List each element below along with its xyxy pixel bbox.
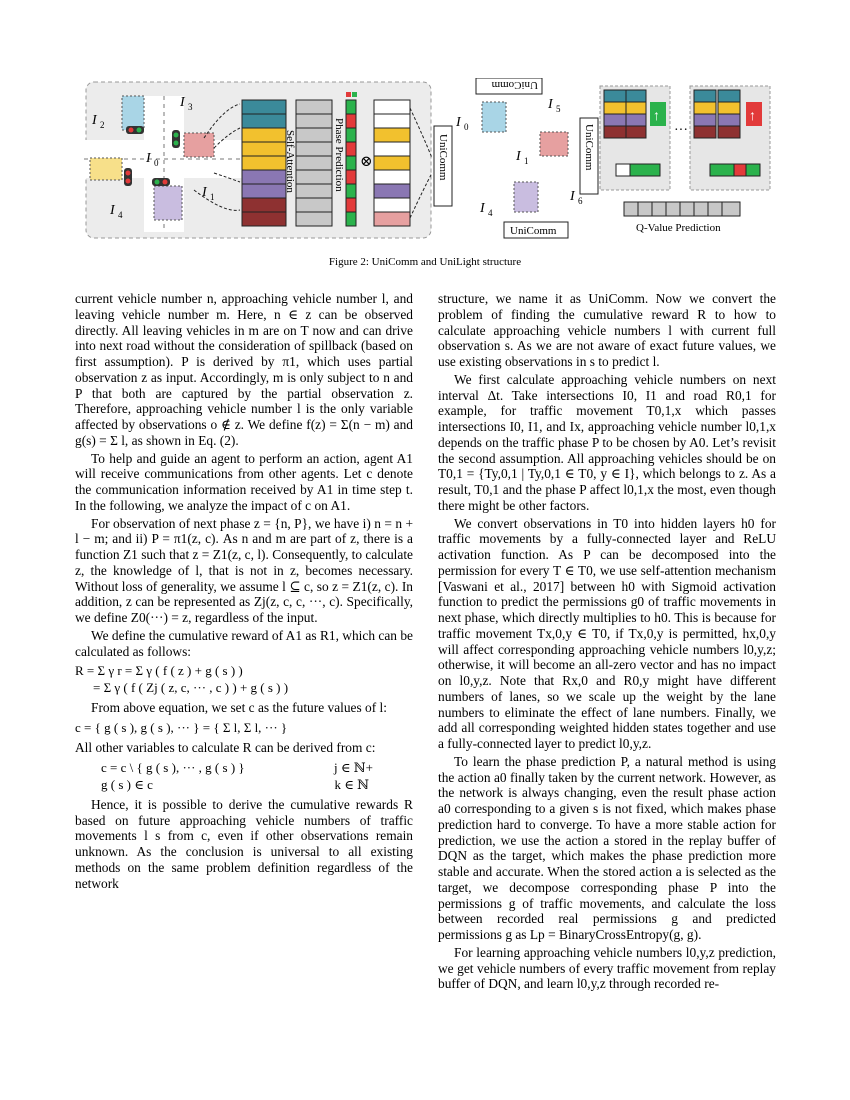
label-i2: I: [92, 113, 97, 128]
equation-derivation: c = c \ { g ( s ), ··· , g ( s ) } j ∈ ℕ+ g ( s ) ∈ c k ∈ ℕ: [101, 759, 373, 792]
lane-lavender: [154, 186, 182, 220]
unicomm-top-label: UniComm: [491, 79, 538, 91]
traffic-light-icon: [124, 168, 132, 186]
unicomm-bottom-label: UniComm: [510, 225, 557, 237]
label-i6: I: [570, 189, 575, 204]
q-value-row: [624, 202, 740, 216]
ellipsis: ···: [674, 123, 688, 138]
phase-prediction-label: Phase Prediction: [333, 118, 345, 192]
up-arrow-green-icon: ↑: [653, 109, 660, 124]
label-i3: I: [180, 95, 185, 110]
paragraph: structure, we name it as UniComm. Now we convert the problem of finding the cumulative reward R to how to calculate approaching vehicle numbers l with current full observation s. As we are not aware of exact future values, we use existing observations in s to predict l.: [438, 291, 776, 369]
svg-text:3: 3: [188, 102, 193, 112]
svg-text:0: 0: [154, 158, 159, 168]
right-column: [438, 291, 776, 994]
traffic-light-icon: [172, 130, 180, 148]
paragraph: We define the cumulative reward of A1 as R1, which can be calculated as follows:: [75, 627, 413, 659]
paragraph: To learn the phase prediction P, a natural method is using the action a0 finally taken by the current network. However, as the network is always changing, even the result phase action a0 corresponding to a given s is not fixed, which makes phase prediction hard to converge. To have a more stable action for prediction, we use the action a stored in the replay buffer of DQN as the target, which makes the phase prediction more stable and accurate. When the stored action a is selected as the target, we decompose corresponding phase P into the permissions g of traffic movements, and calculate the loss between recorded real permissions g and predicted permissions g as Lp = BinaryCrossEntropy(g, g).: [438, 753, 776, 942]
svg-text:1: 1: [210, 192, 215, 202]
unicomm-box2-label: UniComm: [583, 124, 595, 171]
figure-caption: Figure 2: UniComm and UniLight structure: [328, 256, 522, 268]
paragraph: Hence, it is possible to derive the cumulative rewards R based on future approaching vehicle numbers of traffic movements l s from c, even if other observations remain unknown. As the conclusion is universal to all existing methods on the same problem definition regardless of the network: [75, 796, 413, 891]
svg-text:1: 1: [524, 156, 529, 166]
paragraph: From above equation, we set c as the future values of l:: [91, 700, 387, 716]
paragraph: To help and guide an agent to perform an action, agent A1 will receive communications from other agents. Let c denote the communication information received by A1 in time step t. In the following, we analyze the impact of c on A1.: [75, 450, 413, 513]
equation-cumulative-reward: R = Σ γ r = Σ γ ( f ( z ) + g ( s ) ) = Σ γ ( f ( Zj ( z, c, ··· , c ) ) + g ( s ) ): [75, 663, 289, 696]
intersection-map-right: [455, 97, 584, 228]
svg-text:5: 5: [556, 104, 561, 114]
traffic-light-icon: [152, 178, 170, 186]
unicomm-box-label: UniComm: [437, 134, 449, 181]
paragraph: All other variables to calculate R can be derived from c:: [75, 740, 376, 755]
traffic-light-icon: [126, 126, 144, 134]
figure-unicomm-unilight: [84, 78, 774, 248]
paragraph: We first calculate approaching vehicle numbers on next interval Δt. Take intersections I0, I1 and road R0,1 for example, for traffic movement T0,1,x which passes intersections I0, I1, and Ix, approaching vehicle number l0,1,x depends on the traffic phase P to be chosen by A0. Let’s revisit the second assumption. All approaching vehicles should be on T0,1 = {Ty,0,1 | Ty,0,1 ∈ T0, y ∈ I}, which belongs to z. As a result, T0,1 and the phase P affect l0,1,x the most, even though there might be other factors.: [438, 371, 776, 513]
q-value-prediction-label: Q-Value Prediction: [636, 222, 721, 234]
label-i5: I: [548, 97, 553, 112]
svg-text:4: 4: [118, 210, 123, 220]
up-arrow-red-icon: ↑: [749, 109, 756, 124]
paragraph: For learning approaching vehicle numbers l0,y,z prediction, we get vehicle numbers of every traffic movement from replay buffer of DQN, and learn l0,y,z through recorded re-: [438, 944, 776, 992]
lane-teal: [122, 96, 144, 130]
equation-communication: c = { g ( s ), g ( s ), ··· } = { Σ l, Σ l, ··· }: [75, 720, 288, 735]
movement-stack: [242, 100, 286, 226]
lane-pink: [184, 133, 214, 157]
paragraph: For observation of next phase z = {n, P}, we have i) n = n + l − m; and ii) P = π1(z, c). As n and m are part of z, there is a function Z1 such that z = Z1(z, c, l). Consequently, to calculate z, the knowledge of l, that is not in z, becomes necessary. Without loss of generality, we assume l ⊆ c, so z = Z1(z, c). In addition, z can be represented as Zj(z, c, c, ···, c). Specifically, we define Z0(···) = z, regardless of the input.: [75, 515, 413, 625]
svg-text:0: 0: [464, 122, 469, 132]
label-i1: I: [202, 185, 207, 200]
svg-text:2: 2: [100, 120, 105, 130]
paragraph: current vehicle number n, approaching vehicle number l, and leaving vehicle number m. Here, n ∈ z can be observed directly. All leaving vehicles in m are on T now and can drive into next road without the consideration of spillback (based on first assumption). P is derived by π1, which uses partial observation z as input. Accordingly, m is only subject to n and P that both are captured by the partial observation z. Therefore, approaching vehicle number l is the only variable affected by observations o ∉ z. We define f(z) = Σ(n − m) and g(s) = Σ l, as shown in Eq. (2).: [75, 291, 413, 448]
label-i4: I: [110, 203, 115, 218]
label-i0: I: [146, 151, 151, 166]
lane-yellow: [90, 158, 122, 180]
svg-text:4: 4: [488, 208, 493, 218]
svg-text:6: 6: [578, 196, 583, 206]
permission-column: [346, 92, 357, 226]
label-i1-right: I: [516, 149, 521, 164]
label-i0-right: I: [456, 115, 461, 130]
label-i4-right: I: [480, 201, 485, 216]
paragraph: We convert observations in T0 into hidden layers h0 for traffic movements by a fully-connected layer and ReLU activation function. As P can be decomposed into the permission for every T ∈ T0, we use self-attention mechanism [Vaswani et al., 2017] between h0 with Sigmoid activation function to predict the permissions g0 of traffic movements in next phase, which directly multiplies to h0. This is because for traffic movement Tx,0,y ∈ T0, if Tx,0,y is permitted, hx,0,y will affect corresponding approaching vehicle numbers l0,y,z; otherwise, it will become an all-zero vector and has no impact on l0,y,z. Note that Rx,0 and R0,y might have different numbers of lanes, so we scale up the weight by the lane numbers to eliminate the effect of lane numbers. Finally, we add all corresponding weighted hidden states together and use a fully-connected layer to predict l0,y,z.: [438, 515, 776, 751]
otimes-symbol: ⊗: [360, 154, 373, 170]
left-column: [75, 291, 413, 893]
output-stack: [374, 100, 410, 226]
self-attention-label: Self-Attention: [284, 130, 296, 193]
hidden-stack: [296, 100, 332, 226]
